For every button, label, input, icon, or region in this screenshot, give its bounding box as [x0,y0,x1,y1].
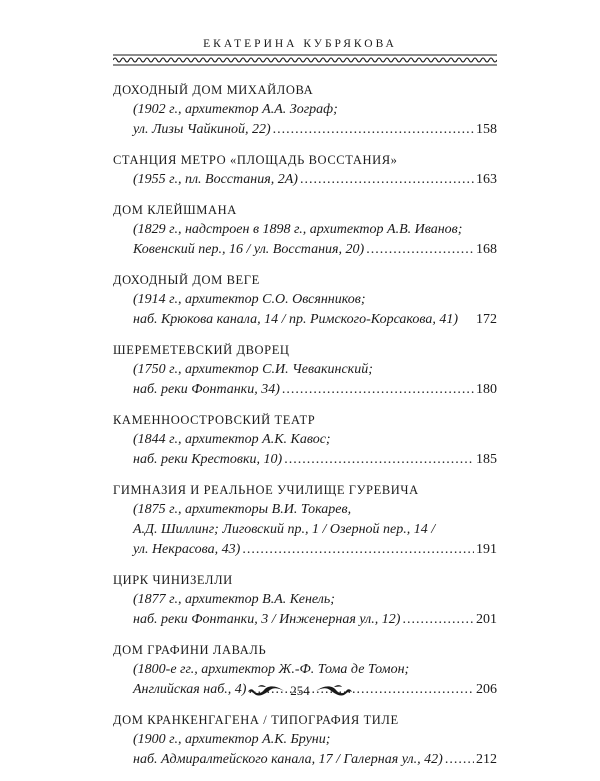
dot-leader [402,610,474,630]
entry-title: ДОМ КЛЕЙШМАНА [113,203,237,217]
running-head: ЕКАТЕРИНА КУБРЯКОВА [203,38,397,50]
page-folio [0,683,600,699]
entry-detail-text: наб. реки Фонтанки, 3 / Инженерная ул., 12) [133,612,401,627]
entry-detail-text: (1750 г., архитектор С.И. Чевакинский; [133,362,373,377]
entry-title: ДОМ ГРАФИНИ ЛАВАЛЬ [113,643,267,657]
entry-detail-line [113,120,497,140]
entry-title: ЦИРК ЧИНИЗЕЛЛИ [113,573,233,587]
dot-leader [445,750,474,770]
entry-detail-line [113,660,497,680]
toc-entry [113,571,497,630]
toc-entry [113,711,497,770]
entry-page-number: 212 [476,752,497,767]
entry-page-number: 180 [476,382,497,397]
entry-detail-text: Английская наб., 4) [133,682,247,697]
entry-page-number: 163 [476,172,497,187]
entry-detail-text: наб. Адмиралтейского канала, 17 / Галерная ул., 42) [133,752,443,767]
toc-entry [113,81,497,140]
entry-detail-text: (1955 г., пл. Восстания, 2А) [133,172,298,187]
entry-detail-line [113,170,497,190]
entry-detail-line [113,240,497,260]
entry-detail-text: (1800-е гг., архитектор Ж.-Ф. Тома де Томон; [133,662,410,677]
entry-detail-line [113,500,497,520]
right-flourish-icon [314,684,354,698]
page-number: 254 [290,683,310,698]
entry-detail-line [113,430,497,450]
entry-title: КАМЕННООСТРОВСКИЙ ТЕАТР [113,413,316,427]
entry-title: ГИМНАЗИЯ И РЕАЛЬНОЕ УЧИЛИЩЕ ГУРЕВИЧА [113,483,419,497]
toc-entry [113,481,497,560]
entry-detail-text: (1877 г., архитектор В.А. Кенель; [133,592,335,607]
entry-detail-line [113,540,497,560]
entry-detail-line [113,590,497,610]
left-flourish-icon [246,684,286,698]
entry-detail-line [113,750,497,770]
entry-detail-text: ул. Лизы Чайкиной, 22) [133,122,271,137]
entry-detail-line [113,450,497,470]
entry-detail-text: ул. Некрасова, 43) [133,542,241,557]
dot-leader [242,540,474,560]
toc-entry [113,201,497,260]
dot-leader [300,170,474,190]
entry-detail-text: А.Д. Шиллинг; Лиговский пр., 1 / Озерной пер., 14 / [133,522,436,537]
dot-leader [273,120,474,140]
entry-detail-text: (1900 г., архитектор А.К. Бруни; [133,732,331,747]
entry-detail-line [113,290,497,310]
toc-entry [113,341,497,400]
table-of-contents [113,81,497,781]
entry-detail-text: (1844 г., архитектор А.К. Кавос; [133,432,331,447]
entry-page-number: 191 [476,542,497,557]
dot-leader [284,450,474,470]
entry-title: ДОХОДНЫЙ ДОМ МИХАЙЛОВА [113,83,314,97]
entry-detail-line [113,100,497,120]
entry-detail-line [113,730,497,750]
dot-leader [366,240,474,260]
entry-page-number: 206 [476,682,497,697]
entry-detail-text: (1829 г., надстроен в 1898 г., архитектор А.В. Иванов; [133,222,463,237]
entry-detail-text: наб. реки Фонтанки, 34) [133,382,280,397]
toc-entry [113,271,497,330]
dot-leader [282,380,474,400]
entry-title: ШЕРЕМЕТЕВСКИЙ ДВОРЕЦ [113,343,290,357]
entry-title: СТАНЦИЯ МЕТРО «ПЛОЩАДЬ ВОССТАНИЯ» [113,153,398,167]
toc-entry [113,411,497,470]
entry-detail-line [113,610,497,630]
entry-detail-text: (1914 г., архитектор С.О. Овсянников; [133,292,366,307]
wave-border-ornament [113,54,497,66]
entry-detail-text: (1902 г., архитектор А.А. Зограф; [133,102,338,117]
entry-detail-text: наб. реки Крестовки, 10) [133,452,283,467]
entry-detail-line [113,520,497,540]
entry-detail-line [113,310,497,330]
entry-page-number: 158 [476,122,497,137]
entry-page-number: 172 [476,312,497,327]
entry-title: ДОМ КРАНКЕНГАГЕНА / ТИПОГРАФИЯ ТИЛЕ [113,713,399,727]
entry-page-number: 201 [476,612,497,627]
toc-entry [113,151,497,190]
entry-detail-line [113,380,497,400]
entry-detail-text: (1875 г., архитекторы В.И. Токарев, [133,502,352,517]
entry-detail-line [113,360,497,380]
entry-title: ДОХОДНЫЙ ДОМ ВЕГЕ [113,273,260,287]
entry-page-number: 185 [476,452,497,467]
entry-detail-text: наб. Крюкова канала, 14 / пр. Римского-Корсакова, 41) [133,312,459,327]
entry-detail-line [113,220,497,240]
entry-page-number: 168 [476,242,497,257]
entry-detail-text: Ковенский пер., 16 / ул. Восстания, 20) [133,242,365,257]
